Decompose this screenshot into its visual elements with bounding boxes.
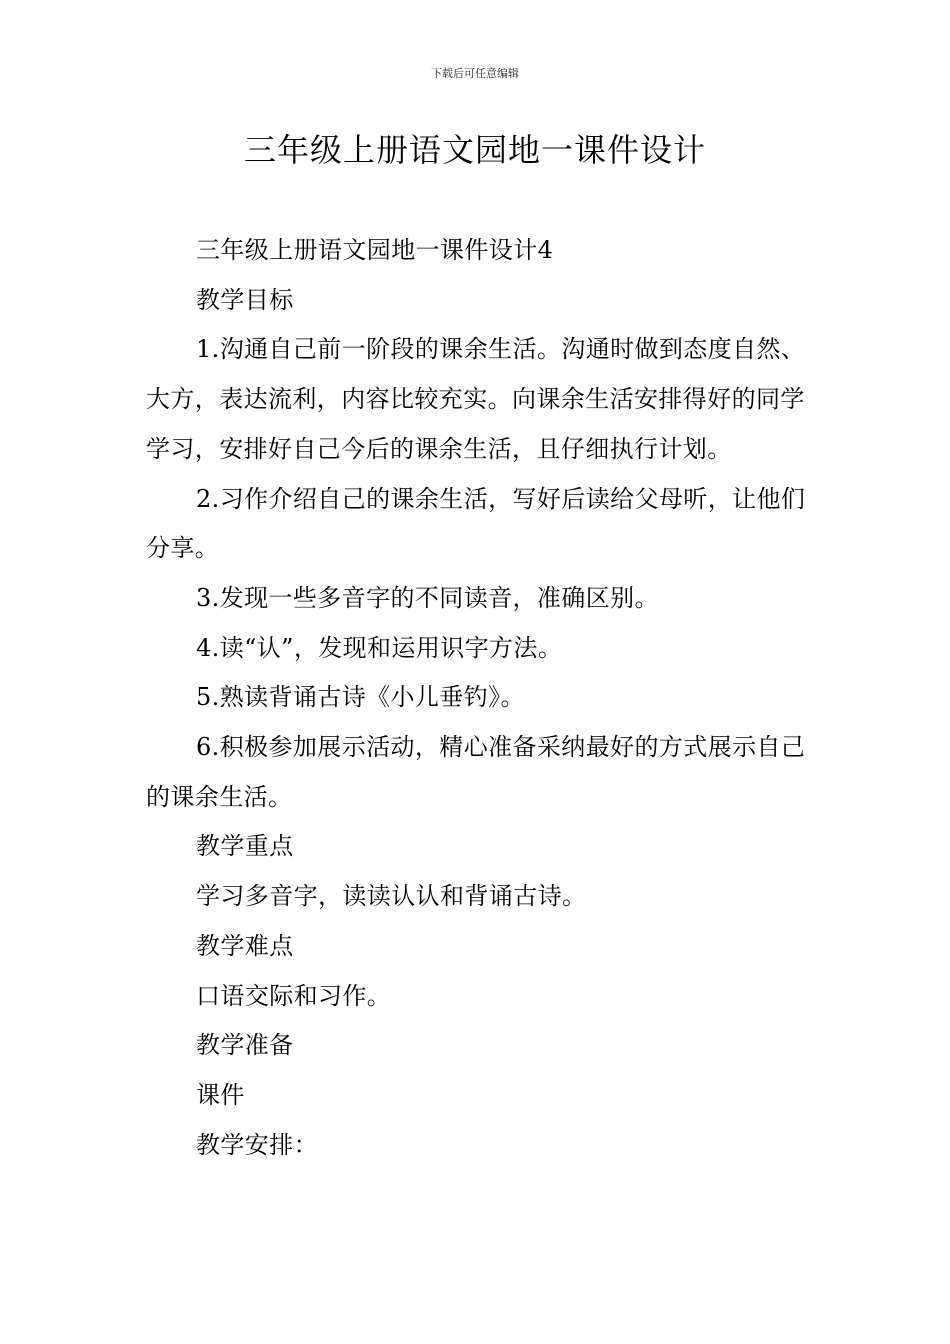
goal-item-2: 2.习作介绍自己的课余生活，写好后读给父母听，让他们分享。 — [146, 484, 806, 563]
preparation-text: 课件 — [196, 1080, 245, 1109]
document-title: 三年级上册语文园地一课件设计 — [243, 131, 706, 169]
heading-key-points: 教学重点 — [196, 832, 294, 861]
goal-item-4: 4.读“认”，发现和运用识字方法。 — [196, 633, 563, 662]
goal-item-1: 1.沟通自己前一阶段的课余生活。沟通时做到态度自然、大方，表达流利，内容比较充实。向课余生活安排得好的同学学习，安排好自己今后的课余生活，且仔细执行计划。 — [146, 335, 806, 463]
document-body — [146, 226, 806, 1170]
section-subtitle: 三年级上册语文园地一课件设计4 — [196, 236, 554, 264]
goal-item-3: 3.发现一些多音字的不同读音，准确区别。 — [196, 583, 659, 612]
difficulties-text: 口语交际和习作。 — [196, 981, 392, 1010]
goal-item-5: 5.熟读背诵古诗《小儿垂钓》。 — [196, 683, 525, 712]
heading-arrangement: 教学安排： — [196, 1130, 318, 1159]
goal-item-6: 6.积极参加展示活动，精心准备采纳最好的方式展示自己的课余生活。 — [146, 733, 806, 811]
page-header-note: 下载后可任意编辑 — [431, 67, 519, 80]
key-points-text: 学习多音字，读读认认和背诵古诗。 — [196, 882, 587, 911]
heading-preparation: 教学准备 — [196, 1031, 294, 1060]
heading-difficulties: 教学难点 — [196, 931, 294, 960]
heading-teaching-goals: 教学目标 — [196, 285, 294, 314]
